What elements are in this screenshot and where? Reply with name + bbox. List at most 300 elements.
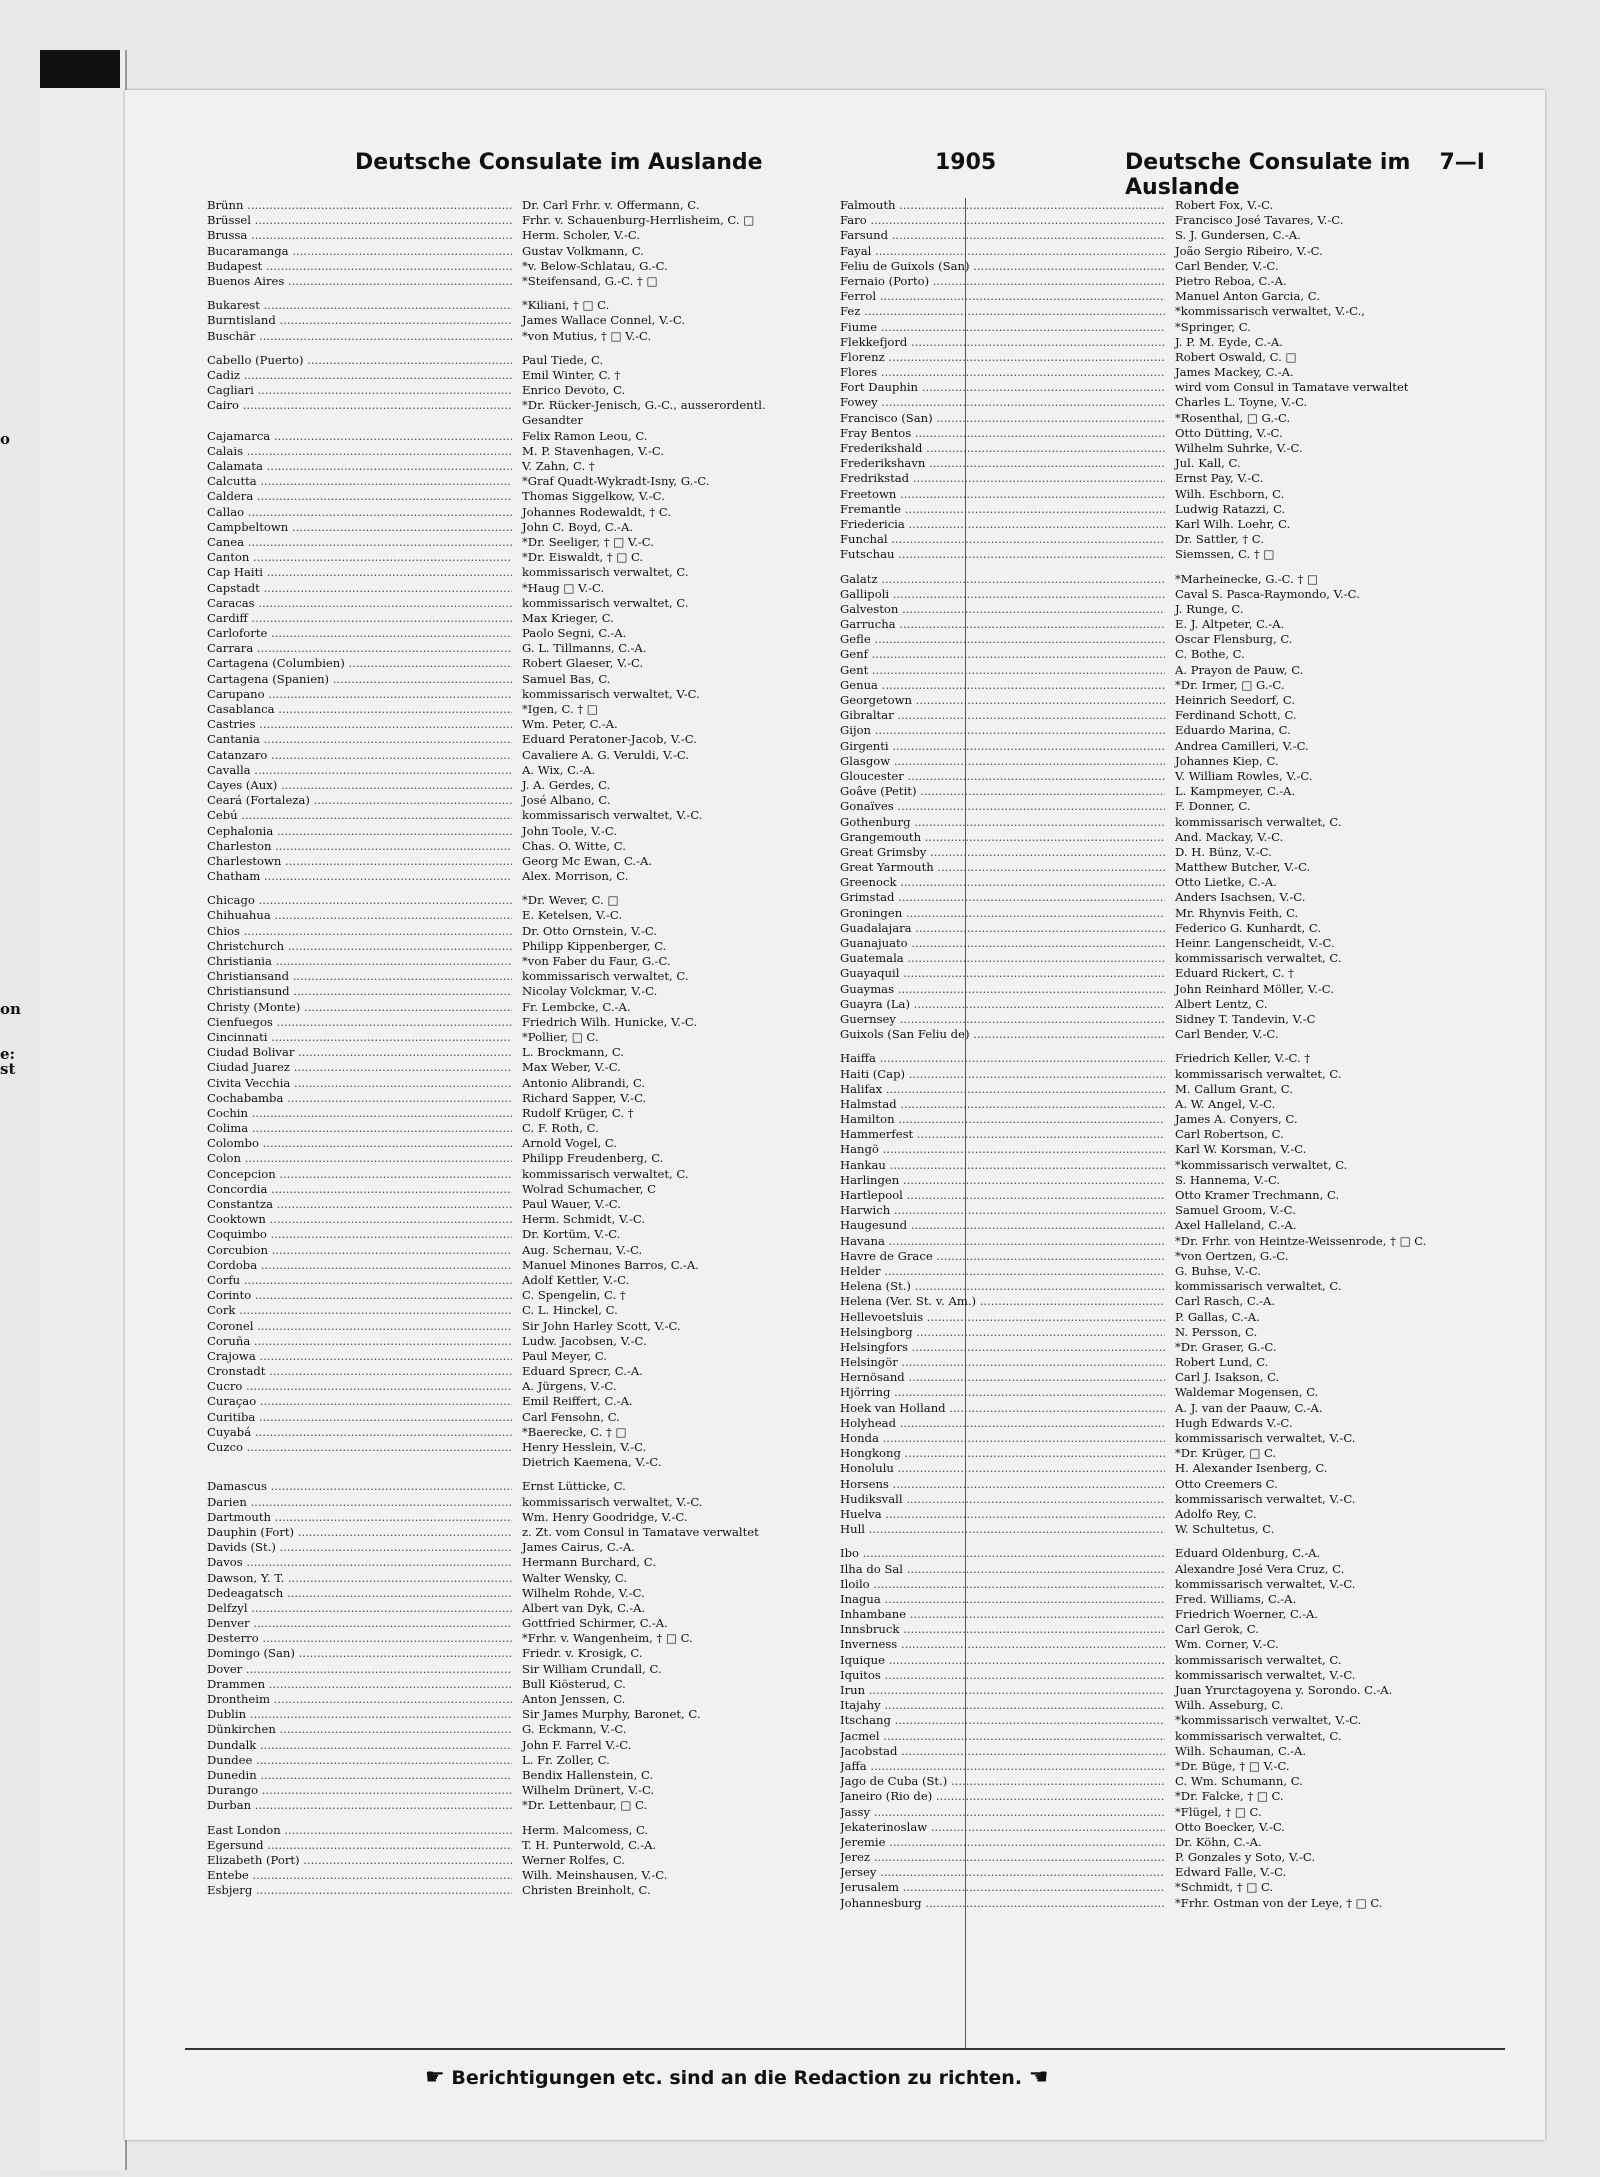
consulate-entry — [207, 1853, 882, 1868]
consulate-entry — [207, 1410, 882, 1425]
consulate-entry — [207, 641, 882, 656]
consulate-entry — [840, 906, 1510, 921]
consulate-entry — [840, 769, 1510, 784]
consulate-entry — [840, 1370, 1510, 1385]
consulate-entry — [840, 1446, 1510, 1461]
place-name: Ciudad Juarez ..... — [207, 1060, 512, 1075]
place-name: Domingo (San) ..... — [207, 1646, 512, 1661]
place-name: Great Yarmouth ..... — [840, 860, 1165, 875]
place-name: Gibraltar ..... — [840, 708, 1165, 723]
consul-name: Robert Oswald, C. □ — [1175, 349, 1297, 364]
consulate-entry — [840, 1173, 1510, 1188]
consulate-entry — [207, 444, 882, 459]
consul-name: Albert Lentz, C. — [1175, 996, 1268, 1011]
consulate-entry — [840, 1622, 1510, 1637]
consulate-entry — [207, 1258, 882, 1273]
place-name: Guadalajara ..... — [840, 921, 1165, 936]
margin-fragment: e: — [0, 1045, 16, 1063]
consulate-entry — [840, 244, 1510, 259]
consul-name: Adolfo Rey, C. — [1175, 1506, 1257, 1521]
place-name: Frederikshavn ..... — [840, 456, 1165, 471]
place-name: Frederikshald ..... — [840, 441, 1165, 456]
place-name: Cebú ..... — [207, 808, 512, 823]
consul-name: Werner Rolfes, C. — [522, 1852, 625, 1867]
consul-name: Herm. Scholer, V.-C. — [522, 228, 641, 243]
consulate-entry — [840, 1067, 1510, 1082]
consulate-entry — [207, 1753, 882, 1768]
consul-name: Ferdinand Schott, C. — [1175, 708, 1297, 723]
consul-name: Felix Ramon Leou, C. — [522, 428, 648, 443]
consulate-entry — [840, 997, 1510, 1012]
consul-name: *von Mutius, † □ V.-C. — [522, 328, 652, 343]
consulate-entry — [207, 1798, 882, 1813]
place-name: Civita Vecchia ..... — [207, 1076, 512, 1091]
place-name: Dunedin ..... — [207, 1768, 512, 1783]
consulate-entry — [207, 1015, 882, 1030]
place-name: Hull ..... — [840, 1522, 1165, 1537]
place-name: Cuzco ..... — [207, 1440, 512, 1455]
place-name: Iquique ..... — [840, 1653, 1165, 1668]
place-name: Ceará (Fortaleza) ..... — [207, 793, 512, 808]
consulate-entry — [840, 1385, 1510, 1400]
consul-name: Matthew Butcher, V.-C. — [1175, 860, 1311, 875]
place-name: Jacmel ..... — [840, 1729, 1165, 1744]
consulate-entry — [840, 1850, 1510, 1865]
consul-name: C. Wm. Schumann, C. — [1175, 1774, 1303, 1789]
place-name: Funchal ..... — [840, 532, 1165, 547]
place-name: Dawson, Y. T. ..... — [207, 1571, 512, 1586]
consulate-entry — [207, 687, 882, 702]
consul-name: Max Krieger, C. — [522, 610, 614, 625]
consul-name: *Dr. Krüger, □ C. — [1175, 1446, 1277, 1461]
consulate-entry — [840, 517, 1510, 532]
place-name: Darien ..... — [207, 1495, 512, 1510]
place-name: Gothenburg ..... — [840, 815, 1165, 830]
place-name: Gonaïves ..... — [840, 799, 1165, 814]
consulate-entry — [840, 213, 1510, 228]
place-name: Colombo ..... — [207, 1136, 512, 1151]
place-name: Guernsey ..... — [840, 1012, 1165, 1027]
consulate-entry — [207, 474, 882, 489]
consulate-entry — [840, 1744, 1510, 1759]
consul-name: kommissarisch verwaltet, C. — [1175, 814, 1342, 829]
consulate-entry — [840, 471, 1510, 486]
consul-name: Paul Wauer, V.-C. — [522, 1197, 621, 1211]
pointing-hand-right-icon: ☛ — [425, 2065, 445, 2090]
consul-name: A. Prayon de Pauw, C. — [1175, 662, 1304, 677]
place-name: Christiansund ..... — [207, 984, 512, 999]
place-name: Jerez ..... — [840, 1850, 1165, 1865]
consul-name: Otto Dütting, V.-C. — [1175, 425, 1283, 440]
consulate-entry — [207, 398, 882, 413]
page-number: 7—I — [1439, 150, 1485, 175]
place-name: Dover ..... — [207, 1662, 512, 1677]
consulate-entry — [207, 672, 882, 687]
place-name: Cuyabá ..... — [207, 1425, 512, 1440]
consulate-entry — [207, 1738, 882, 1753]
consul-name: Eduard Peratoner-Jacob, V.-C. — [522, 732, 697, 747]
consul-name: Karl Wilh. Loehr, C. — [1175, 516, 1291, 531]
place-name: East London ..... — [207, 1823, 512, 1838]
place-name: Damascus ..... — [207, 1479, 512, 1494]
consulate-entry — [840, 1820, 1510, 1835]
consulate-entry — [207, 1273, 882, 1288]
consulate-entry — [840, 1264, 1510, 1279]
consul-name: Charles L. Toyne, V.-C. — [1175, 395, 1308, 410]
consul-name: Manuel Anton Garcia, C. — [1175, 289, 1320, 304]
consulate-entry — [840, 456, 1510, 471]
consul-name: Wilhelm Rohde, V.-C. — [522, 1585, 645, 1600]
section-gap — [207, 1814, 882, 1823]
consulate-entry — [207, 274, 882, 289]
consul-name: kommissarisch verwaltet, C. — [1175, 1728, 1342, 1743]
consulate-entry — [840, 784, 1510, 799]
consul-name: Wilhelm Drünert, V.-C. — [522, 1783, 655, 1798]
consulate-entry — [207, 1288, 882, 1303]
place-name: Charlestown ..... — [207, 854, 512, 869]
consulate-entry — [207, 1197, 882, 1212]
place-name: Halifax ..... — [840, 1082, 1165, 1097]
consul-name: Fr. Lembcke, C.-A. — [522, 999, 631, 1014]
consulate-entry — [840, 1051, 1510, 1066]
section-gap — [840, 1537, 1510, 1546]
consul-name: John Reinhard Möller, V.-C. — [1175, 981, 1334, 996]
consul-name: Pietro Reboa, C.-A. — [1175, 273, 1287, 288]
consul-name: Philipp Freudenberg, C. — [522, 1151, 664, 1166]
consul-name: Alex. Morrison, C. — [522, 869, 629, 884]
consul-name: James Mackey, C.-A. — [1175, 365, 1294, 380]
place-name: Coquimbo ..... — [207, 1227, 512, 1242]
consul-name: *Baerecke, C. † □ — [522, 1424, 627, 1439]
place-name: Caldera ..... — [207, 489, 512, 504]
consul-name: Ernst Lütticke, C. — [522, 1479, 626, 1494]
place-name: Farsund ..... — [840, 228, 1165, 243]
consul-name: kommissarisch verwaltet, V.-C. — [1175, 1576, 1356, 1591]
consulate-entry — [840, 350, 1510, 365]
place-name: Cienfuegos ..... — [207, 1015, 512, 1030]
consul-name: z. Zt. vom Consul in Tamatave verwaltet — [522, 1524, 759, 1539]
place-name: Crajowa ..... — [207, 1349, 512, 1364]
place-name: Elizabeth (Port) ..... — [207, 1853, 512, 1868]
consul-name: And. Mackay, V.-C. — [1175, 829, 1284, 844]
place-name: Florenz ..... — [840, 350, 1165, 365]
consul-name: James Cairus, C.-A. — [522, 1540, 635, 1555]
place-name: Hernösand ..... — [840, 1370, 1165, 1385]
place-name: Coronel ..... — [207, 1319, 512, 1334]
consul-name: Carl Gerok, C. — [1175, 1622, 1259, 1637]
consulate-entry — [840, 708, 1510, 723]
consul-name: kommissarisch verwaltet, V.-C. — [1175, 1431, 1356, 1445]
consulate-entry — [207, 1167, 882, 1182]
consul-name: Emil Winter, C. † — [522, 367, 621, 382]
place-name: Cantania ..... — [207, 732, 512, 747]
place-name: Friedericia ..... — [840, 517, 1165, 532]
consul-name: Federico G. Kunhardt, C. — [1175, 920, 1322, 935]
consul-name: Manuel Minones Barros, C.-A. — [522, 1257, 699, 1272]
consul-name: Albert van Dyk, C.-A. — [522, 1600, 646, 1615]
consulate-entry — [207, 1662, 882, 1677]
margin-fragment: o — [0, 430, 11, 448]
consul-name: S. J. Gundersen, C.-A. — [1175, 228, 1301, 243]
place-name: Gallipoli ..... — [840, 587, 1165, 602]
consulate-entry — [840, 966, 1510, 981]
consul-name: *Dr. Wever, C. □ — [522, 893, 619, 908]
consul-name: Juan Yrurctagoyena y. Sorondo. C.-A. — [1175, 1683, 1393, 1697]
consul-name: Alexandre José Vera Cruz, C. — [1175, 1561, 1345, 1576]
place-name: Irun ..... — [840, 1683, 1165, 1698]
consul-name: Ernst Pay, V.-C. — [1175, 471, 1264, 486]
consulate-entry — [207, 1182, 882, 1197]
consul-name: Otto Lietke, C.-A. — [1175, 875, 1277, 890]
consul-name: José Albano, C. — [522, 793, 611, 808]
place-name: Huelva ..... — [840, 1507, 1165, 1522]
place-name: Bukarest ..... — [207, 298, 512, 313]
place-name: Galatz ..... — [840, 572, 1165, 587]
consul-name: Carl Robertson, C. — [1175, 1127, 1284, 1142]
consulate-entry — [840, 1653, 1510, 1668]
consulate-entry — [207, 1616, 882, 1631]
place-name: Glasgow ..... — [840, 754, 1165, 769]
place-name: Horsens ..... — [840, 1477, 1165, 1492]
place-name: Jekaterinoslaw ..... — [840, 1820, 1165, 1835]
consul-name: Mr. Rhynvis Feith, C. — [1175, 905, 1299, 920]
consulate-entry — [840, 1637, 1510, 1652]
place-name: Ciudad Bolivar ..... — [207, 1045, 512, 1060]
consulate-entry — [207, 1440, 882, 1455]
consul-name: Carl Bender, V.-C. — [1175, 258, 1279, 273]
consulate-entry — [840, 1683, 1510, 1698]
consulate-entry — [207, 1631, 882, 1646]
place-name: Calamata ..... — [207, 459, 512, 474]
place-name: Christiania ..... — [207, 954, 512, 969]
consulate-entry — [840, 1562, 1510, 1577]
consulate-entry — [207, 869, 882, 884]
consulate-entry — [840, 1713, 1510, 1728]
consulate-entry — [840, 1203, 1510, 1218]
place-name: Bucaramanga ..... — [207, 244, 512, 259]
consul-name: Caval S. Pasca-Raymondo, V.-C. — [1175, 586, 1360, 601]
place-name: Cincinnati ..... — [207, 1030, 512, 1045]
consul-name: *Marheinecke, G.-C. † □ — [1175, 571, 1318, 586]
consulate-entry — [207, 748, 882, 763]
consul-name: E. J. Altpeter, C.-A. — [1175, 617, 1285, 632]
place-name: Buschär ..... — [207, 329, 512, 344]
consul-name: Frhr. v. Schauenburg-Herrlisheim, C. □ — [522, 213, 755, 228]
place-name: Holyhead ..... — [840, 1416, 1165, 1431]
consulate-entry — [840, 228, 1510, 243]
place-name: Honolulu ..... — [840, 1461, 1165, 1476]
place-name: Great Grimsby ..... — [840, 845, 1165, 860]
place-name: Helsingborg ..... — [840, 1325, 1165, 1340]
place-name: Gloucester ..... — [840, 769, 1165, 784]
place-name: Cajamarca ..... — [207, 429, 512, 444]
place-name: Harlingen ..... — [840, 1173, 1165, 1188]
consulate-entry — [840, 1592, 1510, 1607]
consul-name: Henry Hesslein, V.-C. — [522, 1440, 647, 1454]
left-column — [207, 198, 882, 1898]
consulate-entry — [840, 1546, 1510, 1561]
place-name: Cucro ..... — [207, 1379, 512, 1394]
consul-name: Max Weber, V.-C. — [522, 1060, 621, 1075]
consulate-entry — [207, 1479, 882, 1494]
consulate-entry — [840, 845, 1510, 860]
place-name: Guanajuato ..... — [840, 936, 1165, 951]
consul-name: *Igen, C. † □ — [522, 702, 598, 716]
consulate-entry — [207, 1707, 882, 1722]
consulate-entry — [207, 1646, 882, 1661]
consulate-entry — [840, 1507, 1510, 1522]
consul-name: Herm. Schmidt, V.-C. — [522, 1212, 646, 1227]
place-name: Fiume ..... — [840, 320, 1165, 335]
place-name: Chihuahua ..... — [207, 908, 512, 923]
consulate-entry — [207, 939, 882, 954]
consul-name: Paul Tiede, C. — [522, 352, 604, 367]
place-name: Cooktown ..... — [207, 1212, 512, 1227]
consul-name: C. L. Hinckel, C. — [522, 1303, 618, 1318]
place-name: Flekkefjord ..... — [840, 335, 1165, 350]
consul-name: Johannes Rodewaldt, † C. — [522, 504, 672, 519]
consul-name: G. Buhse, V.-C. — [1175, 1263, 1261, 1278]
place-name: Dedeagatsch ..... — [207, 1586, 512, 1601]
consulate-entry — [840, 1112, 1510, 1127]
consulate-entry — [840, 411, 1510, 426]
consulate-entry — [840, 1522, 1510, 1537]
place-name: Casablanca ..... — [207, 702, 512, 717]
place-name: Brussa ..... — [207, 228, 512, 243]
consul-name: Wolrad Schumacher, C — [522, 1181, 656, 1196]
place-name: Davos ..... — [207, 1555, 512, 1570]
place-name: Fort Dauphin ..... — [840, 380, 1165, 395]
consul-name: J. P. M. Eyde, C.-A. — [1175, 334, 1283, 349]
consulate-entry — [840, 395, 1510, 410]
consul-name: L. Brockmann, C. — [522, 1045, 624, 1060]
consulate-entry — [840, 1865, 1510, 1880]
place-name: Egersund ..... — [207, 1838, 512, 1853]
consulate-entry — [207, 313, 882, 328]
place-name: Falmouth ..... — [840, 198, 1165, 213]
place-name: Capstadt ..... — [207, 581, 512, 596]
consulate-entry — [207, 778, 882, 793]
place-name: Esbjerg ..... — [207, 1883, 512, 1898]
place-name: Faro ..... — [840, 213, 1165, 228]
consulate-entry — [207, 1076, 882, 1091]
consul-name: *kommissarisch verwaltet, V.-C., — [1175, 304, 1365, 319]
place-name: Guatemala ..... — [840, 951, 1165, 966]
consul-name: Andrea Camilleri, V.-C. — [1175, 738, 1309, 753]
consul-name: V. William Rowles, V.-C. — [1175, 768, 1313, 783]
consul-name: C. F. Roth, C. — [522, 1121, 599, 1136]
consulate-entry — [840, 335, 1510, 350]
consulate-entry — [207, 1106, 882, 1121]
consulate-entry — [207, 1394, 882, 1409]
place-name: Burntisland ..... — [207, 313, 512, 328]
consulate-entry — [207, 1212, 882, 1227]
consulate-entry — [207, 908, 882, 923]
place-name: Georgetown ..... — [840, 693, 1165, 708]
place-name: Drammen ..... — [207, 1677, 512, 1692]
consulate-entry — [207, 1495, 882, 1510]
place-name: Curaçao ..... — [207, 1394, 512, 1409]
consulate-entry — [207, 839, 882, 854]
consul-name: Chas. O. Witte, C. — [522, 838, 626, 853]
consulate-entry — [207, 1883, 882, 1898]
place-name: Haugesund ..... — [840, 1218, 1165, 1233]
consulate-entry — [207, 1364, 882, 1379]
consulate-entry — [207, 732, 882, 747]
consul-name: A. J. van der Paauw, C.-A. — [1175, 1400, 1323, 1415]
consulate-entry — [840, 1835, 1510, 1850]
place-name: Entebe ..... — [207, 1868, 512, 1883]
place-name: Gefle ..... — [840, 632, 1165, 647]
consul-name: Antonio Alibrandi, C. — [522, 1075, 646, 1090]
consulate-entry — [840, 1027, 1510, 1042]
place-name: Hellevoetsluis ..... — [840, 1310, 1165, 1325]
consulate-entry — [840, 587, 1510, 602]
consul-name: *Haug □ V.-C. — [522, 580, 605, 595]
consul-name: *Frhr. Ostman von der Leye, † □ C. — [1175, 1895, 1383, 1910]
place-name: Groningen ..... — [840, 906, 1165, 921]
consul-name: Wilh. Schauman, C.-A. — [1175, 1743, 1307, 1758]
consulate-entry — [840, 1234, 1510, 1249]
consul-name: Sir William Crundall, C. — [522, 1661, 662, 1676]
place-name: Delfzyl ..... — [207, 1601, 512, 1616]
spine-black-tab — [40, 50, 120, 88]
place-name: Corinto ..... — [207, 1288, 512, 1303]
consul-name: kommissarisch verwaltet, C. — [522, 1166, 689, 1181]
consul-name: Christen Breinholt, C. — [522, 1883, 651, 1898]
consul-name: M. Callum Grant, C. — [1175, 1081, 1293, 1096]
consulate-entry — [207, 984, 882, 999]
place-name: Corfu ..... — [207, 1273, 512, 1288]
consul-name: Carl Rasch, C.-A. — [1175, 1294, 1276, 1309]
consulate-entry — [840, 617, 1510, 632]
place-name: Canton ..... — [207, 550, 512, 565]
consulate-entry — [207, 596, 882, 611]
place-name: Jago de Cuba (St.) ..... — [840, 1774, 1165, 1789]
consulate-entry — [840, 1012, 1510, 1027]
consul-name: S. Hannema, V.-C. — [1175, 1172, 1281, 1187]
consulate-entry — [840, 799, 1510, 814]
consulate-entry — [840, 739, 1510, 754]
consul-name: M. P. Stavenhagen, V.-C. — [522, 443, 665, 458]
consulate-entry — [840, 426, 1510, 441]
place-name: Hartlepool ..... — [840, 1188, 1165, 1203]
consul-name: Gesandter — [522, 413, 583, 428]
consulate-entry — [207, 808, 882, 823]
place-name: Cartagena (Columbien) ..... — [207, 656, 512, 671]
consulate-entry — [840, 890, 1510, 905]
place-name: Grimstad ..... — [840, 890, 1165, 905]
consulate-entry — [207, 1455, 882, 1470]
place-name: Iquitos ..... — [840, 1668, 1165, 1683]
consulate-entry — [207, 954, 882, 969]
consul-name: *Schmidt, † □ C. — [1175, 1880, 1274, 1895]
consulate-entry — [207, 1091, 882, 1106]
consulate-entry — [840, 1416, 1510, 1431]
consulate-entry — [207, 298, 882, 313]
place-name: Jassy ..... — [840, 1805, 1165, 1820]
place-name: Cardiff ..... — [207, 611, 512, 626]
header-right-title: Deutsche Consulate im Auslande — [1125, 150, 1411, 200]
place-name: Inhambane ..... — [840, 1607, 1165, 1622]
consulate-entry — [840, 1789, 1510, 1804]
place-name: Francisco (San) ..... — [840, 411, 1165, 426]
consul-name: G. L. Tillmanns, C.-A. — [522, 641, 647, 656]
consulate-entry — [207, 1334, 882, 1349]
consul-name: Wilh. Eschborn, C. — [1175, 486, 1285, 501]
consul-name: Waldemar Mogensen, C. — [1175, 1385, 1319, 1400]
consul-name: Robert Glaeser, V.-C. — [522, 656, 644, 671]
